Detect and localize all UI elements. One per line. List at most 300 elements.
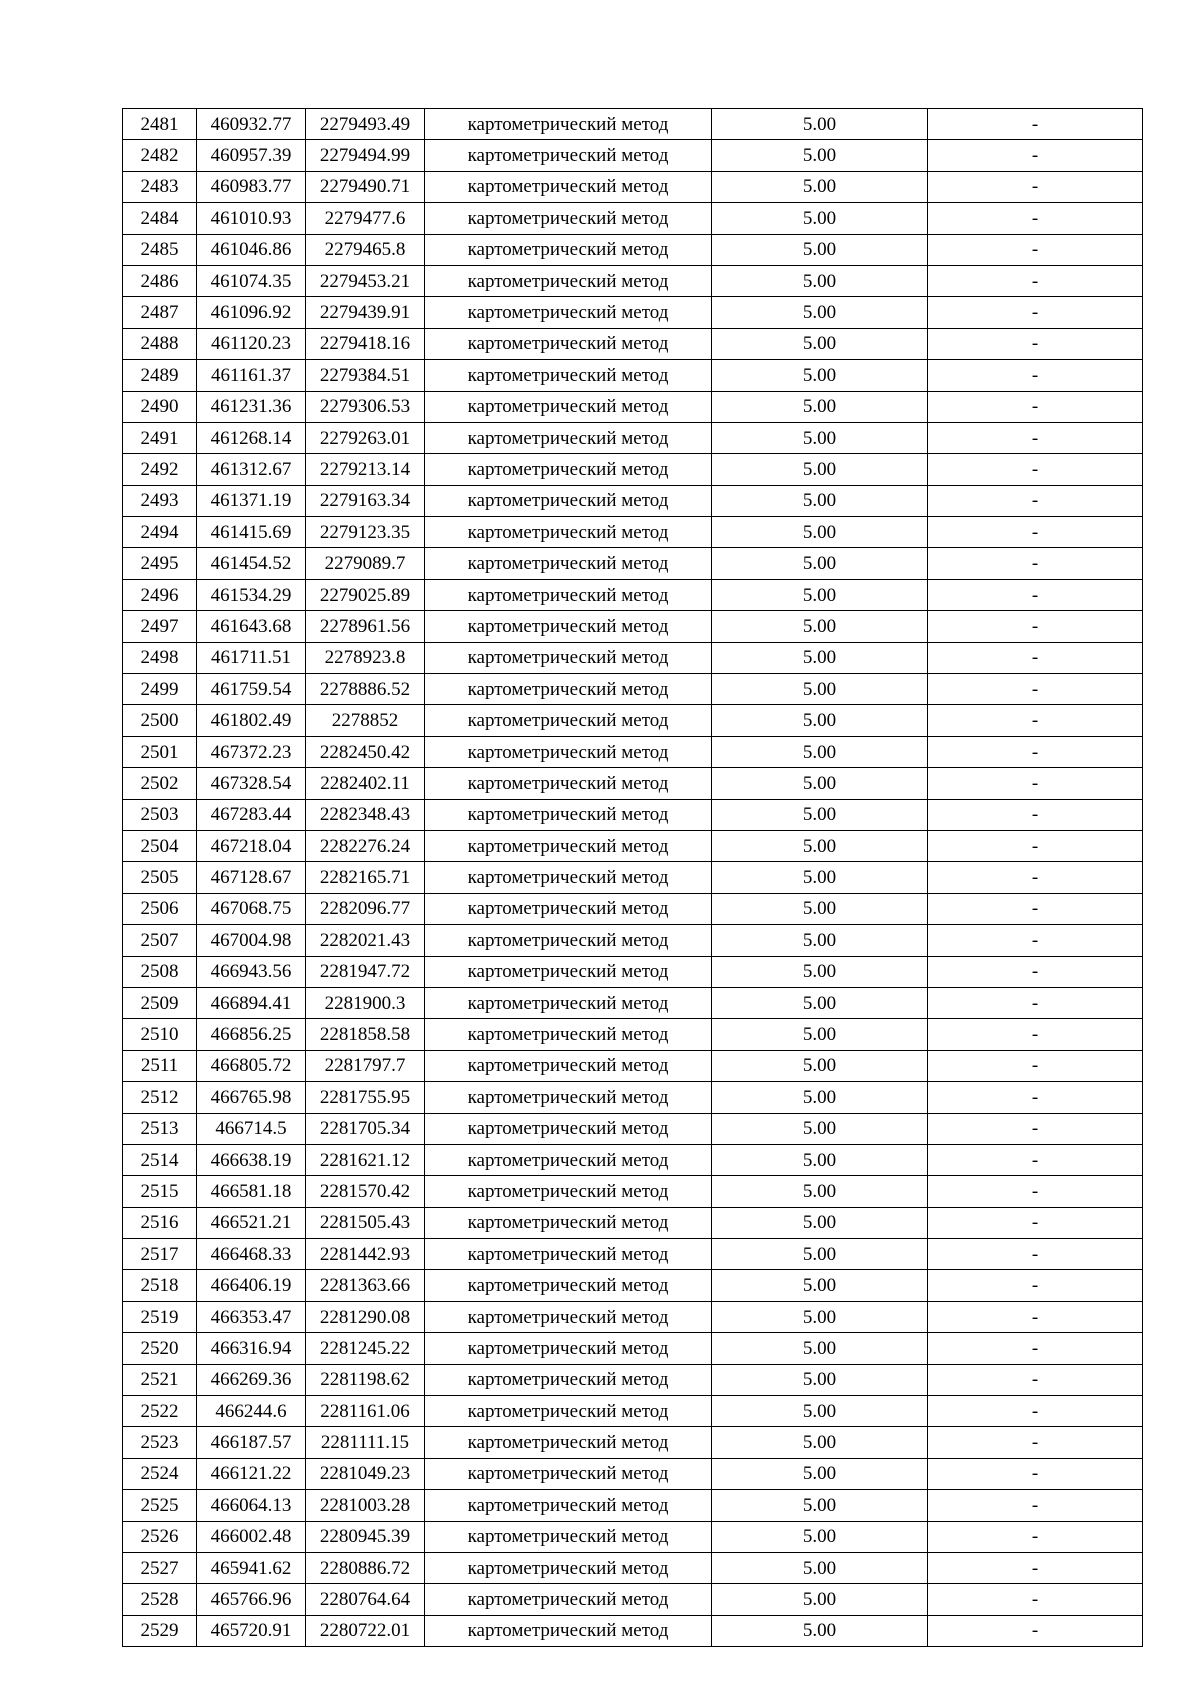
cell-accuracy: 5.00 (712, 485, 928, 516)
cell-num: 2506 (123, 893, 197, 924)
cell-num: 2488 (123, 328, 197, 359)
cell-y: 2281363.66 (306, 1270, 425, 1301)
cell-y: 2281290.08 (306, 1301, 425, 1332)
cell-accuracy: 5.00 (712, 1270, 928, 1301)
cell-method: картометрический метод (425, 297, 712, 328)
cell-y: 2281198.62 (306, 1364, 425, 1395)
table-row (123, 1176, 1143, 1207)
cell-accuracy: 5.00 (712, 109, 928, 140)
cell-y: 2281245.22 (306, 1333, 425, 1364)
cell-x: 461802.49 (197, 705, 306, 736)
cell-num: 2487 (123, 297, 197, 328)
table-row (123, 1584, 1143, 1615)
cell-x: 461096.92 (197, 297, 306, 328)
cell-method: картометрический метод (425, 548, 712, 579)
cell-accuracy: 5.00 (712, 1427, 928, 1458)
cell-note: - (928, 234, 1143, 265)
cell-note: - (928, 265, 1143, 296)
cell-y: 2279439.91 (306, 297, 425, 328)
table-row (123, 1239, 1143, 1270)
cell-y: 2281111.15 (306, 1427, 425, 1458)
cell-x: 461046.86 (197, 234, 306, 265)
cell-y: 2282450.42 (306, 736, 425, 767)
cell-x: 461120.23 (197, 328, 306, 359)
cell-x: 461268.14 (197, 422, 306, 453)
cell-x: 461161.37 (197, 360, 306, 391)
table-row (123, 956, 1143, 987)
cell-num: 2498 (123, 642, 197, 673)
cell-method: картометрический метод (425, 1584, 712, 1615)
cell-note: - (928, 1301, 1143, 1332)
cell-method: картометрический метод (425, 925, 712, 956)
cell-y: 2281505.43 (306, 1207, 425, 1238)
cell-method: картометрический метод (425, 1270, 712, 1301)
cell-method: картометрический метод (425, 1239, 712, 1270)
cell-y: 2279163.34 (306, 485, 425, 516)
cell-x: 466856.25 (197, 1019, 306, 1050)
table-row (123, 1364, 1143, 1395)
cell-accuracy: 5.00 (712, 925, 928, 956)
cell-note: - (928, 768, 1143, 799)
cell-method: картометрический метод (425, 1019, 712, 1050)
cell-method: картометрический метод (425, 1050, 712, 1081)
table-row (123, 1082, 1143, 1113)
cell-x: 466002.48 (197, 1521, 306, 1552)
cell-y: 2281797.7 (306, 1050, 425, 1081)
cell-method: картометрический метод (425, 391, 712, 422)
cell-y: 2281900.3 (306, 987, 425, 1018)
cell-y: 2282276.24 (306, 830, 425, 861)
cell-x: 466269.36 (197, 1364, 306, 1395)
cell-x: 466353.47 (197, 1301, 306, 1332)
table-row (123, 1427, 1143, 1458)
cell-x: 461454.52 (197, 548, 306, 579)
table-row (123, 611, 1143, 642)
cell-note: - (928, 109, 1143, 140)
cell-x: 461371.19 (197, 485, 306, 516)
cell-num: 2481 (123, 109, 197, 140)
cell-note: - (928, 1207, 1143, 1238)
cell-x: 461759.54 (197, 674, 306, 705)
cell-note: - (928, 1615, 1143, 1646)
cell-num: 2491 (123, 422, 197, 453)
cell-method: картометрический метод (425, 1396, 712, 1427)
cell-method: картометрический метод (425, 234, 712, 265)
table-row (123, 517, 1143, 548)
cell-y: 2280722.01 (306, 1615, 425, 1646)
cell-method: картометрический метод (425, 1113, 712, 1144)
cell-method: картометрический метод (425, 1176, 712, 1207)
table-row (123, 422, 1143, 453)
cell-x: 461074.35 (197, 265, 306, 296)
cell-method: картометрический метод (425, 830, 712, 861)
cell-x: 461010.93 (197, 203, 306, 234)
table-row (123, 1050, 1143, 1081)
cell-num: 2507 (123, 925, 197, 956)
cell-y: 2279494.99 (306, 140, 425, 171)
cell-note: - (928, 893, 1143, 924)
cell-num: 2516 (123, 1207, 197, 1238)
cell-num: 2485 (123, 234, 197, 265)
cell-accuracy: 5.00 (712, 1019, 928, 1050)
cell-method: картометрический метод (425, 1082, 712, 1113)
cell-x: 466805.72 (197, 1050, 306, 1081)
cell-accuracy: 5.00 (712, 140, 928, 171)
cell-note: - (928, 1113, 1143, 1144)
cell-note: - (928, 830, 1143, 861)
cell-num: 2493 (123, 485, 197, 516)
cell-num: 2486 (123, 265, 197, 296)
cell-accuracy: 5.00 (712, 1552, 928, 1583)
table-row (123, 234, 1143, 265)
cell-note: - (928, 1552, 1143, 1583)
cell-num: 2501 (123, 736, 197, 767)
table-row (123, 674, 1143, 705)
cell-accuracy: 5.00 (712, 1521, 928, 1552)
cell-note: - (928, 1521, 1143, 1552)
cell-y: 2279025.89 (306, 579, 425, 610)
cell-num: 2526 (123, 1521, 197, 1552)
cell-num: 2519 (123, 1301, 197, 1332)
cell-method: картометрический метод (425, 517, 712, 548)
cell-num: 2525 (123, 1490, 197, 1521)
cell-note: - (928, 485, 1143, 516)
cell-x: 466894.41 (197, 987, 306, 1018)
table-row (123, 454, 1143, 485)
cell-note: - (928, 1019, 1143, 1050)
cell-num: 2512 (123, 1082, 197, 1113)
cell-num: 2513 (123, 1113, 197, 1144)
cell-x: 467068.75 (197, 893, 306, 924)
cell-note: - (928, 328, 1143, 359)
cell-y: 2280945.39 (306, 1521, 425, 1552)
cell-accuracy: 5.00 (712, 171, 928, 202)
cell-y: 2282096.77 (306, 893, 425, 924)
cell-y: 2279384.51 (306, 360, 425, 391)
cell-accuracy: 5.00 (712, 297, 928, 328)
cell-accuracy: 5.00 (712, 391, 928, 422)
cell-accuracy: 5.00 (712, 705, 928, 736)
cell-method: картометрический метод (425, 1427, 712, 1458)
cell-note: - (928, 360, 1143, 391)
cell-note: - (928, 1239, 1143, 1270)
cell-note: - (928, 548, 1143, 579)
cell-y: 2281705.34 (306, 1113, 425, 1144)
table-row (123, 328, 1143, 359)
cell-method: картометрический метод (425, 109, 712, 140)
cell-method: картометрический метод (425, 328, 712, 359)
cell-accuracy: 5.00 (712, 1396, 928, 1427)
cell-note: - (928, 203, 1143, 234)
table-row (123, 1490, 1143, 1521)
cell-x: 467004.98 (197, 925, 306, 956)
table-row (123, 768, 1143, 799)
cell-accuracy: 5.00 (712, 768, 928, 799)
table-row (123, 579, 1143, 610)
cell-num: 2528 (123, 1584, 197, 1615)
cell-y: 2279213.14 (306, 454, 425, 485)
table-row (123, 1458, 1143, 1489)
cell-x: 466468.33 (197, 1239, 306, 1270)
cell-x: 466121.22 (197, 1458, 306, 1489)
cell-note: - (928, 579, 1143, 610)
cell-note: - (928, 1396, 1143, 1427)
cell-accuracy: 5.00 (712, 1584, 928, 1615)
cell-method: картометрический метод (425, 1301, 712, 1332)
cell-note: - (928, 674, 1143, 705)
cell-accuracy: 5.00 (712, 360, 928, 391)
cell-note: - (928, 1490, 1143, 1521)
cell-y: 2282348.43 (306, 799, 425, 830)
table-row (123, 1113, 1143, 1144)
cell-y: 2282402.11 (306, 768, 425, 799)
cell-x: 465720.91 (197, 1615, 306, 1646)
cell-num: 2505 (123, 862, 197, 893)
cell-num: 2508 (123, 956, 197, 987)
cell-accuracy: 5.00 (712, 579, 928, 610)
table-row (123, 109, 1143, 140)
cell-x: 466406.19 (197, 1270, 306, 1301)
cell-method: картометрический метод (425, 768, 712, 799)
cell-y: 2279477.6 (306, 203, 425, 234)
cell-y: 2278961.56 (306, 611, 425, 642)
cell-x: 461312.67 (197, 454, 306, 485)
cell-note: - (928, 1584, 1143, 1615)
cell-note: - (928, 925, 1143, 956)
table-row (123, 1396, 1143, 1427)
cell-num: 2527 (123, 1552, 197, 1583)
cell-accuracy: 5.00 (712, 1333, 928, 1364)
cell-num: 2521 (123, 1364, 197, 1395)
cell-method: картометрический метод (425, 611, 712, 642)
cell-x: 466581.18 (197, 1176, 306, 1207)
cell-method: картометрический метод (425, 360, 712, 391)
cell-method: картометрический метод (425, 1490, 712, 1521)
table-row (123, 830, 1143, 861)
cell-accuracy: 5.00 (712, 1082, 928, 1113)
cell-accuracy: 5.00 (712, 1301, 928, 1332)
cell-y: 2281161.06 (306, 1396, 425, 1427)
cell-note: - (928, 1364, 1143, 1395)
table-row (123, 140, 1143, 171)
cell-method: картометрический метод (425, 265, 712, 296)
table-row (123, 1615, 1143, 1646)
cell-num: 2483 (123, 171, 197, 202)
cell-accuracy: 5.00 (712, 1050, 928, 1081)
cell-y: 2282021.43 (306, 925, 425, 956)
cell-x: 467283.44 (197, 799, 306, 830)
cell-accuracy: 5.00 (712, 1144, 928, 1175)
cell-y: 2279306.53 (306, 391, 425, 422)
cell-y: 2281947.72 (306, 956, 425, 987)
table-row (123, 642, 1143, 673)
cell-x: 466244.6 (197, 1396, 306, 1427)
cell-method: картометрический метод (425, 642, 712, 673)
cell-method: картометрический метод (425, 1521, 712, 1552)
table-row (123, 1019, 1143, 1050)
cell-x: 466765.98 (197, 1082, 306, 1113)
cell-y: 2281003.28 (306, 1490, 425, 1521)
cell-y: 2281049.23 (306, 1458, 425, 1489)
cell-x: 465766.96 (197, 1584, 306, 1615)
cell-note: - (928, 736, 1143, 767)
cell-num: 2529 (123, 1615, 197, 1646)
cell-note: - (928, 140, 1143, 171)
cell-y: 2281442.93 (306, 1239, 425, 1270)
cell-x: 466521.21 (197, 1207, 306, 1238)
cell-x: 466316.94 (197, 1333, 306, 1364)
cell-y: 2279263.01 (306, 422, 425, 453)
cell-x: 467128.67 (197, 862, 306, 893)
cell-accuracy: 5.00 (712, 1239, 928, 1270)
cell-note: - (928, 422, 1143, 453)
cell-x: 460957.39 (197, 140, 306, 171)
cell-y: 2278852 (306, 705, 425, 736)
cell-num: 2499 (123, 674, 197, 705)
cell-num: 2510 (123, 1019, 197, 1050)
table-row (123, 265, 1143, 296)
cell-note: - (928, 862, 1143, 893)
cell-accuracy: 5.00 (712, 862, 928, 893)
cell-method: картометрический метод (425, 203, 712, 234)
cell-accuracy: 5.00 (712, 1176, 928, 1207)
table-row (123, 1333, 1143, 1364)
table-row (123, 171, 1143, 202)
cell-num: 2484 (123, 203, 197, 234)
table-row (123, 799, 1143, 830)
cell-note: - (928, 1333, 1143, 1364)
cell-note: - (928, 987, 1143, 1018)
cell-note: - (928, 705, 1143, 736)
cell-accuracy: 5.00 (712, 1113, 928, 1144)
cell-method: картометрический метод (425, 171, 712, 202)
table-row (123, 360, 1143, 391)
cell-y: 2280886.72 (306, 1552, 425, 1583)
cell-accuracy: 5.00 (712, 517, 928, 548)
cell-accuracy: 5.00 (712, 1458, 928, 1489)
table-row (123, 893, 1143, 924)
cell-x: 461711.51 (197, 642, 306, 673)
cell-num: 2503 (123, 799, 197, 830)
cell-x: 467328.54 (197, 768, 306, 799)
cell-y: 2281621.12 (306, 1144, 425, 1175)
cell-num: 2517 (123, 1239, 197, 1270)
table-row (123, 1521, 1143, 1552)
cell-num: 2502 (123, 768, 197, 799)
table-row (123, 391, 1143, 422)
cell-accuracy: 5.00 (712, 234, 928, 265)
cell-x: 461415.69 (197, 517, 306, 548)
cell-method: картометрический метод (425, 893, 712, 924)
cell-x: 466187.57 (197, 1427, 306, 1458)
cell-method: картометрический метод (425, 674, 712, 705)
cell-method: картометрический метод (425, 422, 712, 453)
cell-method: картометрический метод (425, 579, 712, 610)
cell-accuracy: 5.00 (712, 454, 928, 485)
cell-method: картометрический метод (425, 1207, 712, 1238)
cell-x: 467218.04 (197, 830, 306, 861)
cell-note: - (928, 1050, 1143, 1081)
cell-accuracy: 5.00 (712, 1207, 928, 1238)
cell-num: 2522 (123, 1396, 197, 1427)
cell-x: 466943.56 (197, 956, 306, 987)
cell-y: 2279089.7 (306, 548, 425, 579)
cell-x: 460932.77 (197, 109, 306, 140)
cell-method: картометрический метод (425, 140, 712, 171)
cell-method: картометрический метод (425, 987, 712, 1018)
cell-method: картометрический метод (425, 454, 712, 485)
cell-x: 465941.62 (197, 1552, 306, 1583)
cell-method: картометрический метод (425, 1458, 712, 1489)
cell-method: картометрический метод (425, 485, 712, 516)
cell-y: 2279418.16 (306, 328, 425, 359)
cell-num: 2520 (123, 1333, 197, 1364)
cell-accuracy: 5.00 (712, 203, 928, 234)
cell-note: - (928, 297, 1143, 328)
cell-num: 2504 (123, 830, 197, 861)
cell-y: 2278923.8 (306, 642, 425, 673)
cell-num: 2492 (123, 454, 197, 485)
cell-note: - (928, 799, 1143, 830)
cell-method: картометрический метод (425, 705, 712, 736)
table-row (123, 297, 1143, 328)
cell-method: картометрический метод (425, 799, 712, 830)
table-row (123, 925, 1143, 956)
cell-note: - (928, 171, 1143, 202)
cell-method: картометрический метод (425, 862, 712, 893)
cell-accuracy: 5.00 (712, 642, 928, 673)
cell-num: 2515 (123, 1176, 197, 1207)
cell-num: 2494 (123, 517, 197, 548)
cell-x: 467372.23 (197, 736, 306, 767)
cell-note: - (928, 391, 1143, 422)
table-row (123, 1270, 1143, 1301)
table-row (123, 203, 1143, 234)
cell-num: 2500 (123, 705, 197, 736)
cell-note: - (928, 1176, 1143, 1207)
cell-accuracy: 5.00 (712, 987, 928, 1018)
cell-x: 466638.19 (197, 1144, 306, 1175)
cell-note: - (928, 1458, 1143, 1489)
coordinates-table (122, 108, 1143, 1647)
cell-note: - (928, 517, 1143, 548)
cell-num: 2495 (123, 548, 197, 579)
cell-x: 461231.36 (197, 391, 306, 422)
cell-note: - (928, 642, 1143, 673)
cell-x: 461643.68 (197, 611, 306, 642)
cell-accuracy: 5.00 (712, 799, 928, 830)
cell-method: картометрический метод (425, 736, 712, 767)
cell-y: 2281858.58 (306, 1019, 425, 1050)
table-row (123, 1301, 1143, 1332)
cell-x: 461534.29 (197, 579, 306, 610)
cell-num: 2524 (123, 1458, 197, 1489)
cell-accuracy: 5.00 (712, 674, 928, 705)
cell-accuracy: 5.00 (712, 1615, 928, 1646)
cell-y: 2279493.49 (306, 109, 425, 140)
cell-accuracy: 5.00 (712, 893, 928, 924)
table-row (123, 485, 1143, 516)
cell-y: 2279453.21 (306, 265, 425, 296)
cell-method: картометрический метод (425, 1333, 712, 1364)
cell-method: картометрический метод (425, 956, 712, 987)
cell-num: 2514 (123, 1144, 197, 1175)
cell-num: 2496 (123, 579, 197, 610)
cell-note: - (928, 1144, 1143, 1175)
cell-note: - (928, 956, 1143, 987)
cell-y: 2279465.8 (306, 234, 425, 265)
cell-num: 2509 (123, 987, 197, 1018)
